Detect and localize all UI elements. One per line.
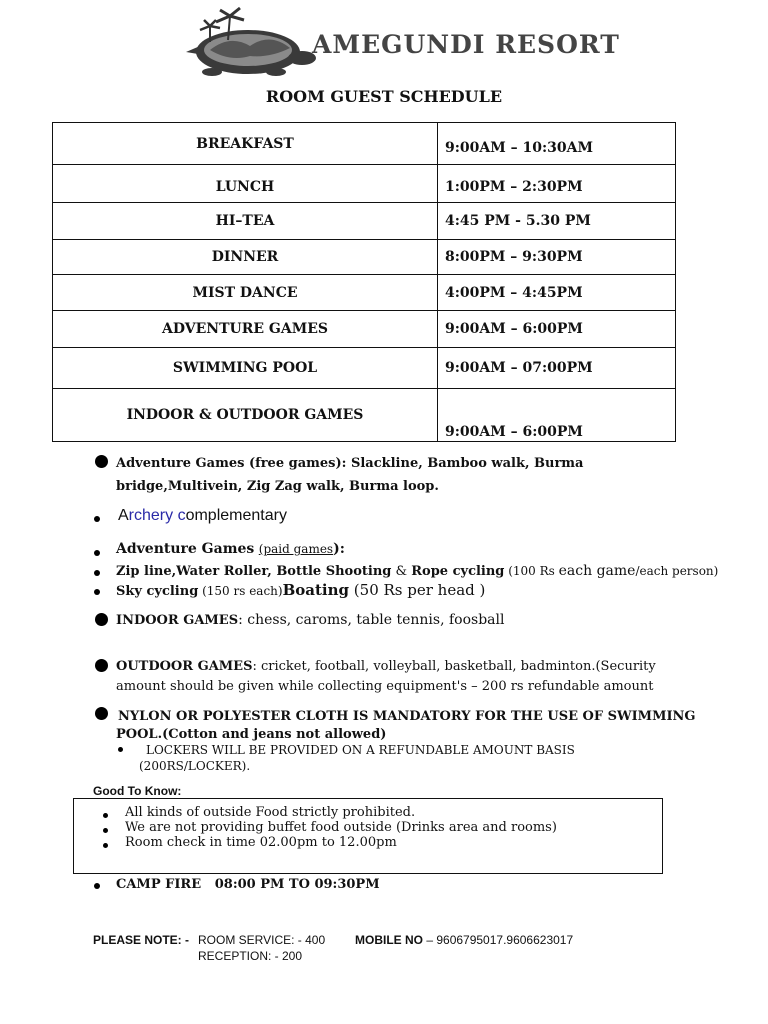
adventure-paid-heading xyxy=(116,541,345,557)
mobile-number xyxy=(355,933,573,947)
price-50: (50 Rs per head ) xyxy=(349,581,486,599)
good-to-know-item: We are not providing buffet food outside (Drinks area and rooms) xyxy=(125,820,557,835)
table-row xyxy=(53,203,676,240)
adventure-free-label: Adventure Games (free games) xyxy=(116,456,342,471)
table-row xyxy=(53,165,676,203)
water-roller: ,Water Roller, xyxy=(171,564,277,579)
bullet-icon xyxy=(95,455,108,468)
table-row xyxy=(53,389,676,442)
outdoor-games-note xyxy=(116,657,696,697)
archery-a: A xyxy=(118,507,129,524)
mobile-value: – 9606795017.9606623017 xyxy=(423,933,574,947)
adventure-paid-label: Adventure Games xyxy=(116,541,255,557)
lockers-text-2: (200RS/LOCKER). xyxy=(139,759,251,773)
outdoor-label: OUTDOOR GAMES xyxy=(116,659,253,674)
paid-games-list xyxy=(116,563,718,579)
outdoor-text: : cricket, football, volleyball, basketball, badminton.(Security xyxy=(252,659,656,674)
activity-cell: HI–TEA xyxy=(53,203,438,240)
good-to-know-heading: Good To Know: xyxy=(93,784,182,798)
activity-cell: DINNER xyxy=(53,240,438,275)
good-to-know-item: All kinds of outside Food strictly prohibited. xyxy=(125,805,416,820)
archery-b: rchery c xyxy=(128,507,186,524)
swimming-cloth-note xyxy=(118,708,696,744)
good-to-know-box xyxy=(73,798,663,874)
lockers-note xyxy=(139,742,575,774)
table-row xyxy=(53,123,676,165)
time-cell: 8:00PM – 9:30PM xyxy=(438,240,676,275)
time-cell: 9:00AM – 6:00PM xyxy=(438,311,676,348)
price-100: (100 Rs xyxy=(504,564,559,578)
adventure-paid-sub: (paid games xyxy=(258,542,334,556)
bullet-icon xyxy=(103,828,108,833)
archery-note xyxy=(118,507,287,525)
please-note-label: PLEASE NOTE: - xyxy=(93,933,190,947)
amp: & xyxy=(391,564,412,579)
mobile-label: MOBILE NO xyxy=(355,933,423,947)
bullet-icon xyxy=(94,570,100,576)
adventure-free-note xyxy=(116,452,676,498)
nylon-text: NYLON OR POLYESTER CLOTH IS MANDATORY FOR THE USE OF SWIMMING xyxy=(118,709,696,724)
time-cell: 9:00AM – 6:00PM xyxy=(438,389,676,442)
lockers-text: LOCKERS WILL BE PROVIDED ON A REFUNDABLE AMOUNT BASIS xyxy=(146,743,575,757)
bullet-icon xyxy=(94,883,100,889)
page-title: ROOM GUEST SCHEDULE xyxy=(265,87,503,106)
table-row xyxy=(53,311,676,348)
reception: RECEPTION: - 200 xyxy=(198,949,303,963)
bullet-icon xyxy=(103,813,108,818)
bullet-icon xyxy=(118,747,123,752)
adventure-free-text: : Slackline, Bamboo walk, Burma xyxy=(341,456,584,471)
sky-cycling: Sky cycling xyxy=(116,584,199,599)
activity-cell: MIST DANCE xyxy=(53,275,438,311)
indoor-text: : chess, caroms, table tennis, foosball xyxy=(238,612,505,628)
bullet-icon xyxy=(103,843,108,848)
time-cell: 9:00AM – 10:30AM xyxy=(438,123,676,165)
bullet-icon xyxy=(95,707,108,720)
boating: Boating xyxy=(282,581,350,599)
price-150: (150 rs each) xyxy=(198,584,283,598)
activity-cell: LUNCH xyxy=(53,165,438,203)
bullet-icon xyxy=(94,550,100,556)
zip-line: Zip line xyxy=(116,564,172,579)
activity-cell: BREAKFAST xyxy=(53,123,438,165)
room-service: ROOM SERVICE: - 400 xyxy=(198,933,326,947)
resort-name: AMEGUNDI RESORT xyxy=(312,30,620,59)
outdoor-text-2: amount should be given while collecting equipment's – 200 rs refundable amount xyxy=(116,679,654,694)
adventure-free-text-2: bridge,Multivein, Zig Zag walk, Burma loop. xyxy=(116,479,439,494)
bullet-icon xyxy=(94,589,100,595)
table-row xyxy=(53,240,676,275)
turtle-logo-icon xyxy=(180,6,320,78)
good-to-know-item: Room check in time 02.00pm to 12.00pm xyxy=(125,835,397,850)
rope-cycling: Rope cycling xyxy=(411,564,505,579)
activity-cell: ADVENTURE GAMES xyxy=(53,311,438,348)
bullet-icon xyxy=(95,613,108,626)
table-row xyxy=(53,348,676,389)
time-cell: 9:00AM – 07:00PM xyxy=(438,348,676,389)
archery-c: omplementary xyxy=(185,507,287,524)
activity-cell: SWIMMING POOL xyxy=(53,348,438,389)
indoor-label: INDOOR GAMES xyxy=(116,613,239,628)
nylon-text-2: POOL.(Cotton and jeans not allowed) xyxy=(116,727,387,742)
each-person: /each person) xyxy=(635,564,719,578)
bullet-icon xyxy=(95,659,108,672)
time-cell: 4:45 PM - 5.30 PM xyxy=(438,203,676,240)
time-cell: 4:00PM – 4:45PM xyxy=(438,275,676,311)
activity-cell: INDOOR & OUTDOOR GAMES xyxy=(53,389,438,442)
bullet-icon xyxy=(94,516,100,522)
camp-fire-note: CAMP FIRE 08:00 PM TO 09:30PM xyxy=(116,877,380,892)
schedule-table xyxy=(52,122,676,442)
adventure-paid-end: ): xyxy=(333,541,345,557)
time-cell: 1:00PM – 2:30PM xyxy=(438,165,676,203)
each-game: each game xyxy=(558,563,636,579)
indoor-games-note xyxy=(116,612,504,628)
bottle-shooting: Bottle Shooting xyxy=(276,564,392,579)
sky-boating-note xyxy=(116,581,485,599)
table-row xyxy=(53,275,676,311)
